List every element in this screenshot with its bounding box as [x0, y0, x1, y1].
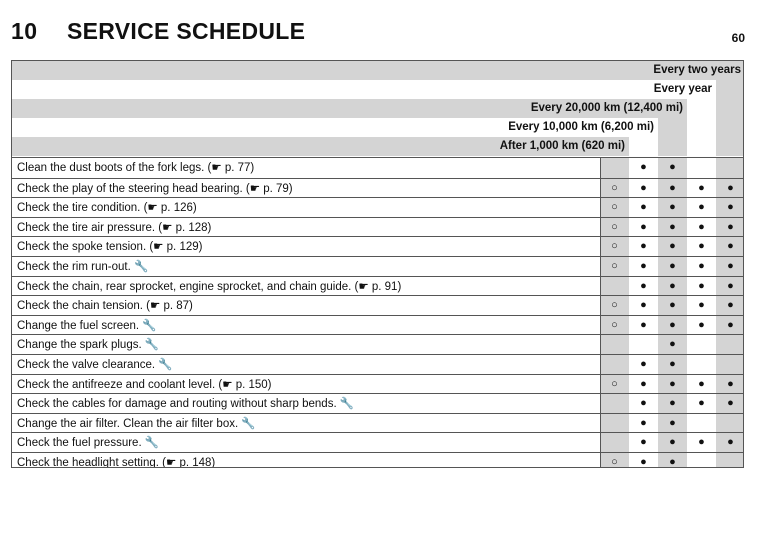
required-mark: ●	[698, 201, 705, 214]
task-label: Change the fuel screen. 🔧	[17, 319, 157, 332]
page-number: 60	[731, 31, 745, 45]
empty-cell	[600, 277, 629, 296]
required-mark: ●	[658, 394, 687, 413]
empty-cell	[687, 453, 716, 468]
required-mark: ●	[698, 181, 705, 194]
required-mark: ●	[698, 220, 705, 233]
interval-header-row	[12, 99, 743, 118]
interval-header-label: Every 20,000 km (12,400 mi)	[530, 102, 683, 114]
header-column-strip	[687, 118, 716, 137]
empty-cell	[716, 453, 744, 468]
required-mark: ●	[640, 436, 647, 449]
required-mark: ●	[640, 397, 647, 410]
header-column-strip	[687, 137, 716, 156]
required-mark: ●	[658, 296, 687, 315]
interval-header-row	[12, 137, 743, 156]
required-mark: ●	[640, 357, 647, 370]
column-divider	[600, 198, 601, 217]
table-header	[12, 61, 743, 157]
required-mark: ●	[716, 179, 744, 198]
required-mark: ●	[716, 394, 744, 413]
header-band	[12, 80, 716, 99]
column-divider	[600, 394, 601, 413]
required-mark: ●	[640, 318, 647, 331]
required-mark: ●	[716, 257, 744, 276]
required-mark: ●	[716, 316, 744, 335]
empty-cell	[600, 433, 629, 452]
empty-cell	[687, 158, 716, 178]
required-mark: ●	[658, 198, 687, 217]
task-label: Check the valve clearance. 🔧	[17, 358, 173, 371]
task-label: Check the tire air pressure. (☛ p. 128)	[17, 221, 212, 234]
schedule-row	[12, 295, 743, 315]
header-column-strip	[658, 137, 687, 156]
required-mark: ●	[698, 318, 705, 331]
schedule-row	[12, 197, 743, 217]
required-mark: ●	[658, 414, 687, 433]
required-mark: ●	[658, 335, 687, 354]
required-mark: ●	[716, 277, 744, 296]
empty-cell	[600, 158, 629, 178]
column-divider	[600, 179, 601, 198]
schedule-row	[12, 452, 743, 468]
required-mark: ●	[698, 397, 705, 410]
required-mark: ●	[658, 218, 687, 237]
optional-mark: ○	[600, 237, 629, 256]
required-mark: ●	[698, 377, 705, 390]
empty-cell	[600, 414, 629, 433]
column-divider	[600, 237, 601, 256]
optional-mark: ○	[600, 296, 629, 315]
column-divider	[600, 257, 601, 276]
required-mark: ●	[716, 198, 744, 217]
empty-cell	[716, 355, 744, 374]
empty-cell	[687, 414, 716, 433]
interval-header-row	[12, 61, 743, 80]
empty-cell	[687, 335, 716, 354]
required-mark: ●	[640, 240, 647, 253]
header-column-strip	[716, 80, 744, 99]
schedule-row	[12, 374, 743, 394]
header-column-strip	[658, 118, 687, 137]
table-body	[12, 157, 743, 468]
interval-header-row	[12, 118, 743, 137]
header-column-strip	[716, 118, 744, 137]
interval-header-label: After 1,000 km (620 mi)	[499, 140, 625, 152]
required-mark: ●	[640, 259, 647, 272]
required-mark: ●	[698, 436, 705, 449]
required-mark: ●	[658, 257, 687, 276]
task-label: Change the spark plugs. 🔧	[17, 339, 160, 352]
task-label: Check the headlight setting. (☛ p. 148)	[17, 456, 216, 468]
task-label: Clean the dust boots of the fork legs. (☛ p. 77)	[17, 162, 255, 174]
schedule-row	[12, 413, 743, 433]
task-label: Check the fuel pressure. 🔧	[17, 437, 160, 450]
optional-mark: ○	[600, 198, 629, 217]
required-mark: ●	[640, 279, 647, 292]
required-mark: ●	[658, 277, 687, 296]
task-label: Check the chain, rear sprocket, engine sprocket, and chain guide. (☛ p. 91)	[17, 280, 402, 293]
required-mark: ●	[658, 375, 687, 394]
required-mark: ●	[640, 299, 647, 312]
column-divider	[600, 158, 601, 178]
schedule-row	[12, 236, 743, 256]
schedule-row	[12, 158, 743, 178]
task-label: Change the air filter. Clean the air filter box. 🔧	[17, 417, 256, 430]
required-mark: ●	[698, 240, 705, 253]
required-mark: ●	[716, 296, 744, 315]
required-mark: ●	[698, 299, 705, 312]
header-column-strip	[629, 137, 658, 156]
task-label: Check the antifreeze and coolant level. (☛ p. 150)	[17, 378, 272, 391]
required-mark: ●	[716, 237, 744, 256]
column-divider	[600, 453, 601, 468]
schedule-row	[12, 393, 743, 413]
empty-cell	[600, 335, 629, 354]
empty-cell	[716, 158, 744, 178]
schedule-row	[12, 276, 743, 296]
task-label: Check the play of the steering head bearing. (☛ p. 79)	[17, 182, 293, 195]
empty-cell	[629, 335, 658, 354]
required-mark: ●	[698, 279, 705, 292]
required-mark: ●	[640, 161, 647, 173]
column-divider	[600, 335, 601, 354]
optional-mark: ○	[600, 316, 629, 335]
optional-mark: ○	[600, 179, 629, 198]
optional-mark: ○	[600, 257, 629, 276]
task-label: Check the spoke tension. (☛ p. 129)	[17, 241, 203, 254]
column-divider	[600, 218, 601, 237]
required-mark: ●	[640, 377, 647, 390]
interval-header-label: Every two years	[653, 64, 741, 76]
task-label: Check the rim run-out. 🔧	[17, 260, 149, 273]
required-mark: ●	[716, 375, 744, 394]
schedule-row	[12, 217, 743, 237]
schedule-row	[12, 178, 743, 198]
optional-mark: ○	[600, 218, 629, 237]
column-divider	[600, 277, 601, 296]
empty-cell	[687, 355, 716, 374]
optional-mark: ○	[600, 453, 629, 468]
chapter-title: SERVICE SCHEDULE	[67, 18, 306, 44]
required-mark: ●	[640, 220, 647, 233]
empty-cell	[600, 394, 629, 413]
task-label: Check the tire condition. (☛ p. 126)	[17, 202, 197, 215]
schedule-row	[12, 334, 743, 354]
required-mark: ●	[658, 453, 687, 468]
schedule-row	[12, 315, 743, 335]
chapter-number: 10	[11, 18, 38, 44]
interval-header-label: Every 10,000 km (6,200 mi)	[508, 121, 654, 133]
required-mark: ●	[640, 455, 647, 468]
empty-cell	[716, 335, 744, 354]
interval-header-label: Every year	[653, 83, 712, 95]
schedule-row	[12, 256, 743, 276]
empty-cell	[716, 414, 744, 433]
header-column-strip	[687, 99, 716, 118]
header-column-strip	[716, 137, 744, 156]
schedule-row	[12, 354, 743, 374]
required-mark: ●	[640, 181, 647, 194]
required-mark: ●	[698, 259, 705, 272]
column-divider	[600, 414, 601, 433]
task-label: Check the chain tension. (☛ p. 87)	[17, 300, 193, 313]
required-mark: ●	[716, 433, 744, 452]
required-mark: ●	[658, 179, 687, 198]
header-column-strip	[716, 99, 744, 118]
column-divider	[600, 316, 601, 335]
empty-cell	[600, 355, 629, 374]
required-mark: ●	[658, 433, 687, 452]
task-label: Check the cables for damage and routing without sharp bends. 🔧	[17, 398, 355, 411]
interval-header-row	[12, 80, 743, 99]
required-mark: ●	[658, 316, 687, 335]
required-mark: ●	[640, 201, 647, 214]
required-mark: ●	[640, 416, 647, 429]
service-schedule-table	[11, 60, 744, 468]
required-mark: ●	[658, 355, 687, 374]
optional-mark: ○	[600, 375, 629, 394]
column-divider	[600, 433, 601, 452]
column-divider	[600, 375, 601, 394]
schedule-row	[12, 432, 743, 452]
column-divider	[600, 296, 601, 315]
required-mark: ●	[658, 158, 687, 178]
required-mark: ●	[716, 218, 744, 237]
required-mark: ●	[658, 237, 687, 256]
header-band	[12, 61, 744, 80]
column-divider	[600, 355, 601, 374]
